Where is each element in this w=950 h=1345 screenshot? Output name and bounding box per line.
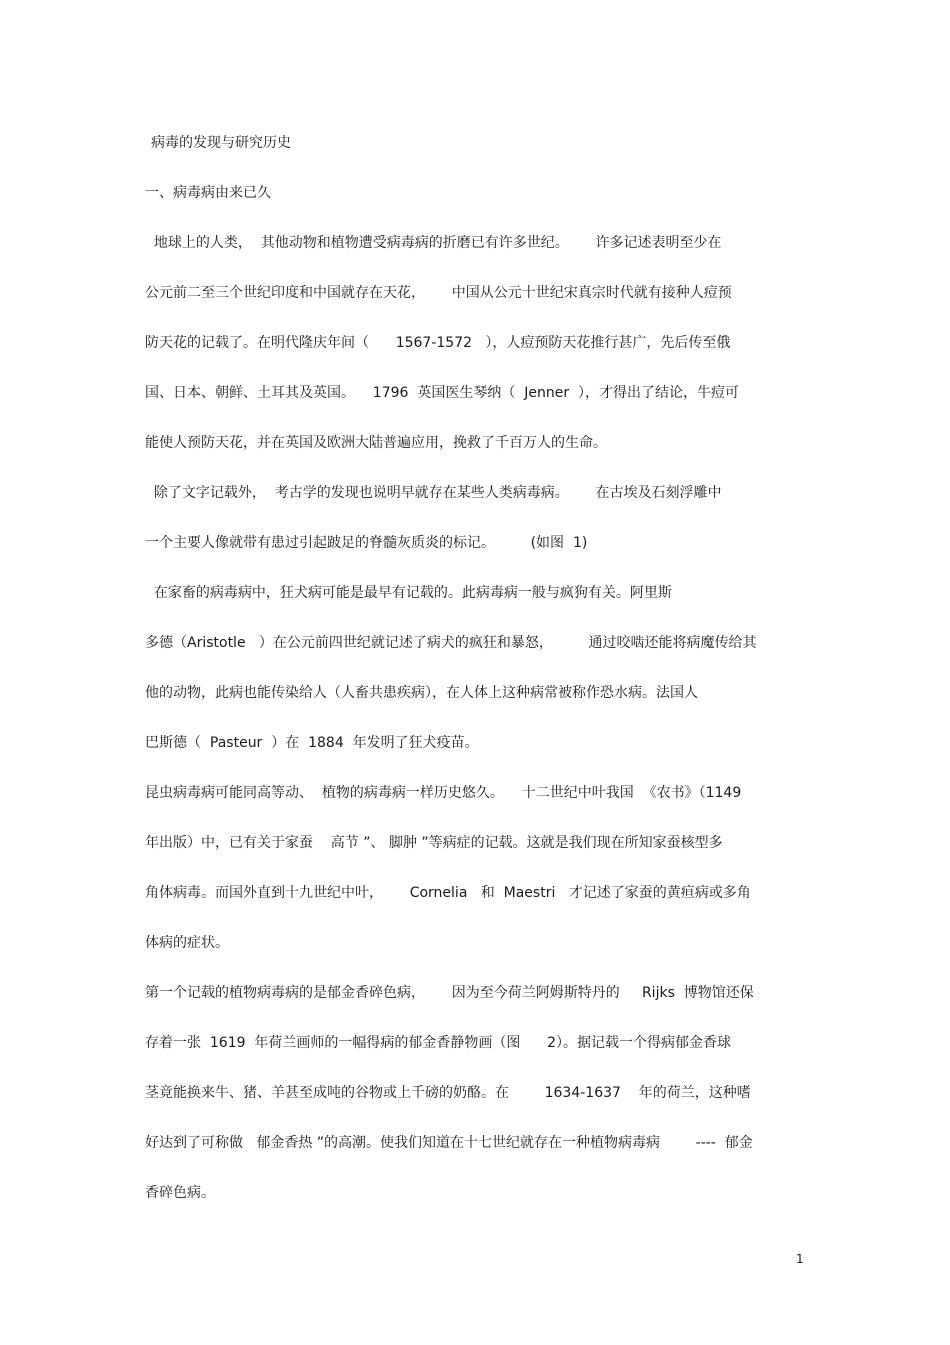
body-line: 防天花的记载了。在明代隆庆年间（ 1567-1572 ），人痘预防天花推行甚广，先后传至俄: [145, 335, 731, 351]
body-line: 在家畜的病毒病中，狂犬病可能是最早有记载的。此病毒病一般与疯狗有关。阿里斯: [145, 585, 672, 601]
body-line: 国、日本、朝鲜、土耳其及英国。 1796 英国医生琴纳（ Jenner ），才得出了结论，牛痘可: [145, 385, 739, 401]
body-line: 地球上的人类， 其他动物和植物遭受病毒病的折磨已有许多世纪。 许多记述表明至少在: [145, 235, 722, 251]
body-line: 好达到了可称做 郁金香热 ”的高潮。使我们知道在十七世纪就存在一种植物病毒病 ---- 郁金: [145, 1135, 753, 1151]
document-title: 病毒的发现与研究历史: [151, 135, 291, 151]
body-line: 年出版）中，已有关于家蚕 高节 ”、 脚肿 ”等病症的记载。这就是我们现在所知家蚕核型多: [145, 835, 723, 851]
body-line: 茎竟能换来牛、猪、羊甚至成吨的谷物或上千磅的奶酪。在 1634-1637 年的荷兰，这种嗜: [145, 1085, 751, 1101]
page-number: 1: [796, 1252, 804, 1266]
body-line: 巴斯德（ Pasteur ）在 1884 年发明了狂犬疫苗。: [145, 735, 479, 751]
body-line: 多德（Aristotle ）在公元前四世纪就记述了病犬的疯狂和暴怒， 通过咬啮还能将病魔传给其: [145, 635, 757, 651]
body-line: 昆虫病毒病可能同高等动、 植物的病毒病一样历史悠久。 十二世纪中叶我国 《农书》（1149: [145, 785, 742, 801]
body-line: 香碎色病。: [145, 1185, 215, 1201]
body-line: 一个主要人像就带有患过引起跛足的脊髓灰质炎的标记。 (如图 1): [145, 535, 588, 551]
body-line: 体病的症状。: [145, 935, 229, 951]
body-line: 角体病毒。而国外直到十九世纪中叶， Cornelia 和 Maestri 才记述了家蚕的黄疸病或多角: [145, 885, 751, 901]
body-line: 公元前二至三个世纪印度和中国就存在天花， 中国从公元十世纪宋真宗时代就有接种人痘预: [145, 285, 732, 301]
section-heading: 一、病毒病由来已久: [145, 185, 271, 201]
body-line: 存着一张 1619 年荷兰画师的一幅得病的郁金香静物画（图 2）。据记载一个得病郁金香球: [145, 1035, 732, 1051]
body-line: 第一个记载的植物病毒病的是郁金香碎色病， 因为至今荷兰阿姆斯特丹的 Rijks 博物馆还保: [145, 985, 754, 1001]
body-line: 除了文字记载外， 考古学的发现也说明早就存在某些人类病毒病。 在古埃及石刻浮雕中: [145, 485, 722, 501]
body-line: 能使人预防天花，并在英国及欧洲大陆普遍应用，挽救了千百万人的生命。: [145, 435, 607, 451]
body-line: 他的动物，此病也能传染给人（人畜共患疾病），在人体上这种病常被称作恐水病。法国人: [145, 685, 698, 701]
